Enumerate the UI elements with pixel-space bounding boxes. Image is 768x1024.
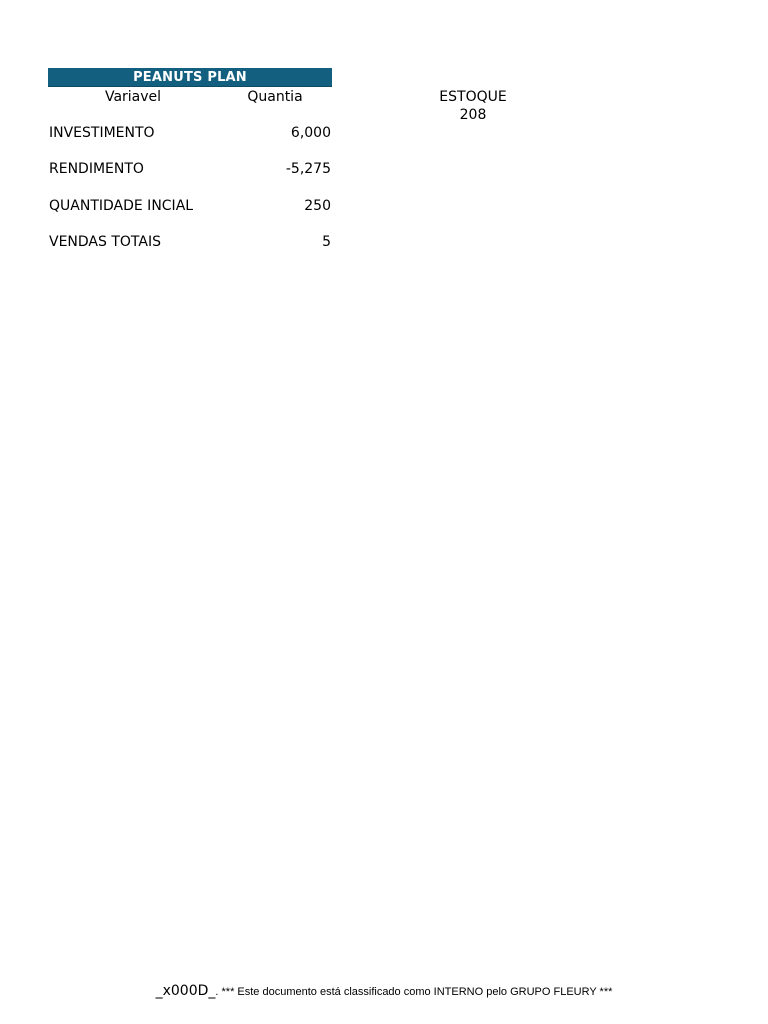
row-label-investimento: INVESTIMENTO <box>49 125 155 141</box>
row-value-rendimento: -5,275 <box>285 161 331 177</box>
row-value-investimento: 6,000 <box>290 125 331 141</box>
stock-label: ESTOQUE <box>439 89 507 105</box>
footer-code: _x000D_ <box>155 983 216 999</box>
stock-value: 208 <box>459 107 487 123</box>
classification-footer <box>0 980 768 999</box>
row-label-rendimento: RENDIMENTO <box>49 161 144 177</box>
row-value-quantidade-inicial: 250 <box>304 198 331 214</box>
column-header-quantity: Quantia <box>247 89 303 105</box>
sheet-title-bar <box>48 68 332 87</box>
column-header-variable: Variavel <box>104 89 162 105</box>
sheet-title: PEANUTS PLAN <box>133 70 247 85</box>
row-value-vendas-totais: 5 <box>322 234 331 250</box>
row-label-vendas-totais: VENDAS TOTAIS <box>49 234 161 250</box>
row-label-quantidade-inicial: QUANTIDADE INCIAL <box>49 198 194 214</box>
footer-classification-note: . *** Este documento está classificado como INTERNO pelo GRUPO FLEURY *** <box>215 986 613 998</box>
